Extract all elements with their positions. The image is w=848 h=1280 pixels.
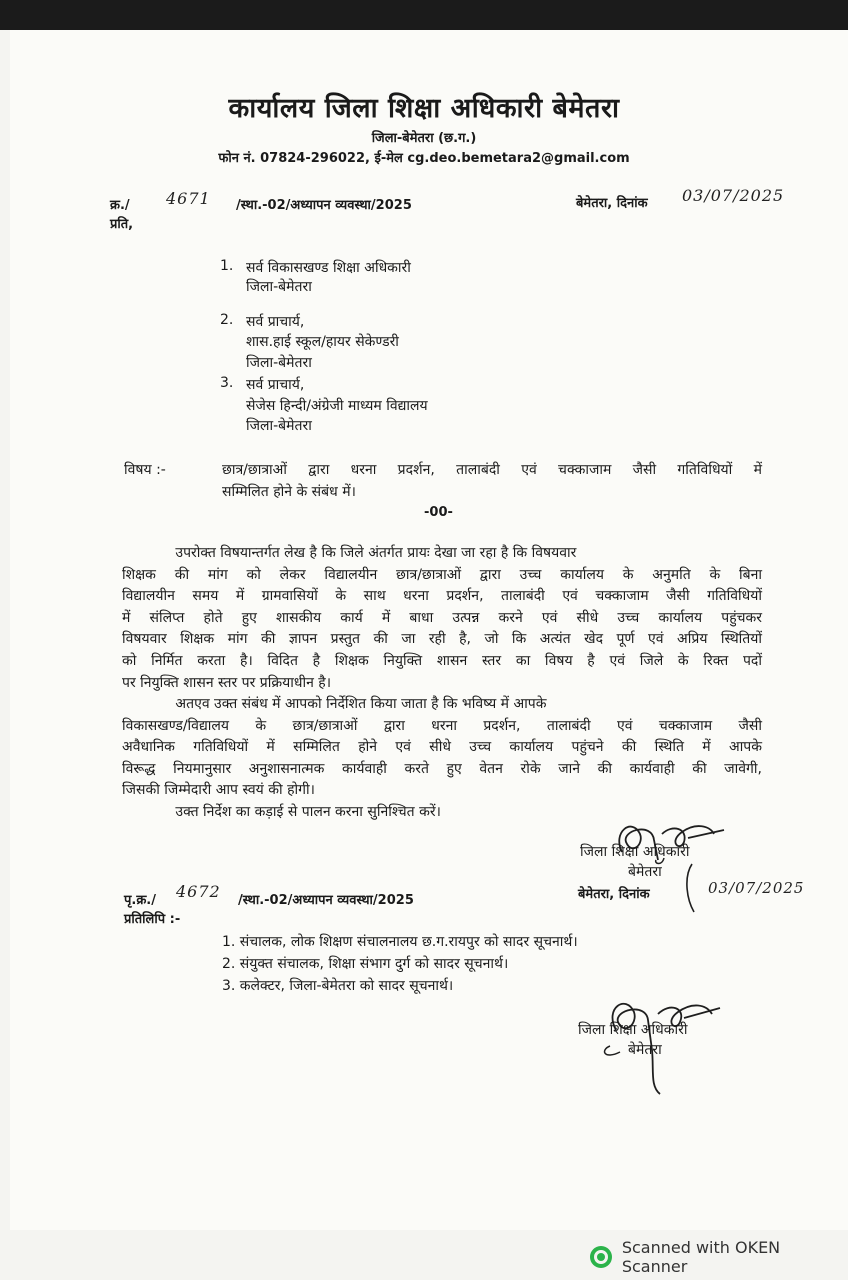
para1-line: को निर्मित करता है। विदित है शिक्षक नियुक्ति शासन स्तर का विषय है एवं जिले के रिक्त पदों: [122, 652, 762, 669]
recipient-3-num: 3.: [220, 375, 234, 391]
signature1-title: जिला शिक्षा अधिकारी: [580, 844, 690, 860]
recipient-1-line2: जिला-बेमेतरा: [246, 279, 312, 295]
subject-divider: -00-: [424, 505, 453, 520]
copy-number: 4672: [176, 882, 221, 901]
para1-line: विषयवार शिक्षक मांग की ज्ञापन प्रस्तुत की जा रही है, जो कि अत्यंत खेद पूर्ण एवं अप्रिय स्थितियों: [122, 631, 762, 648]
para2-line: विरूद्ध नियमानुसार अनुशासनात्मक कार्यवाही करते हुए वेतन रोके जाने की कार्यवाही की जावेगी,: [122, 760, 762, 777]
watermark-text: Scanned with OKEN Scanner: [621, 1238, 781, 1276]
top-dark-edge: [0, 0, 848, 30]
body-paragraph-1: [122, 543, 762, 694]
subject-label: विषय :-: [124, 462, 166, 478]
office-title: कार्यालय जिला शिक्षा अधिकारी बेमेतरा: [228, 93, 620, 124]
to-label: प्रति,: [110, 217, 134, 232]
copy-date-prefix: बेमेतरा, दिनांक: [578, 887, 650, 902]
para1-line: में संलिप्त होते हुए शासकीय कार्य में बाधा उत्पन्न करने एवं सीधे उच्च कार्यालय पहुंचकर: [122, 609, 762, 626]
para1-line: उपरोक्त विषयान्तर्गत लेख है कि जिले अंतर्गत प्रायः देखा जा रहा है कि विषयवार: [122, 545, 577, 561]
para1-line: शिक्षक की मांग को लेकर विद्यालयीन छात्र/छात्राओं द्वारा उच्च कार्यालय के अनुमति के बिना: [122, 566, 762, 583]
recipient-2-line3: जिला-बेमेतरा: [246, 355, 312, 371]
copy-item-3: 3. कलेक्टर, जिला-बेमेतरा को सादर सूचनार्थ।: [222, 978, 454, 994]
copy-item-2: 2. संयुक्त संचालक, शिक्षा संभाग दुर्ग को सादर सूचनार्थ।: [222, 956, 509, 972]
ref-date-prefix: बेमेतरा, दिनांक: [576, 196, 648, 211]
subject-line2: सम्मिलित होने के संबंध में।: [222, 484, 356, 500]
recipient-3-line1: सर्व प्राचार्य,: [246, 377, 305, 393]
signature2-title: जिला शिक्षा अधिकारी: [578, 1022, 688, 1038]
recipient-1-line1: सर्व विकासखण्ड शिक्षा अधिकारी: [246, 260, 411, 276]
signature1-place: बेमेतरा: [628, 864, 662, 880]
subject-line1: छात्र/छात्राओं द्वारा धरना प्रदर्शन, तालाबंदी एवं चक्काजाम जैसी गतिविधियों में: [222, 462, 762, 478]
copy-prefix: पृ.क्र./: [124, 893, 156, 908]
contact-line: फोन नं. 07824-296022, ई-मेल cg.deo.bemetara2@gmail.com: [218, 151, 630, 166]
recipient-1-num: 1.: [220, 258, 234, 274]
body-paragraph-2: [122, 694, 762, 802]
para2-line: विकासखण्ड/विद्यालय के छात्र/छात्राओं द्वारा धरना प्रदर्शन, तालाबंदी एवं चक्काजाम जैसी: [122, 717, 762, 734]
district-line: जिला-बेमेतरा (छ.ग.): [371, 131, 477, 146]
oken-scanner-icon: [590, 1246, 612, 1268]
copy-label: प्रतिलिपि :-: [124, 912, 181, 927]
para1-line: विद्यालयीन समय में ग्रामवासियों के साथ धरना प्रदर्शन, तालाबंदी एवं चक्काजाम जैसी गतिविधियों: [122, 588, 762, 605]
ref-number: 4671: [166, 189, 211, 208]
scanner-watermark: [590, 1238, 848, 1276]
recipient-3-line2: सेजेस हिन्दी/अंग्रेजी माध्यम विद्यालय: [246, 398, 428, 414]
para1-line: पर नियुक्ति शासन स्तर पर प्रक्रियाधीन है।: [122, 674, 332, 691]
body-paragraph-3: उक्त निर्देश का कड़ाई से पालन करना सुनिश्चित करें।: [122, 804, 441, 820]
signature-scribble-2: [580, 990, 750, 1100]
copy-suffix: /स्था.-02/अध्यापन व्यवस्था/2025: [238, 893, 414, 908]
recipient-2-line1: सर्व प्राचार्य,: [246, 314, 305, 330]
ref-prefix: क्र./: [110, 198, 130, 213]
ref-suffix: /स्था.-02/अध्यापन व्यवस्था/2025: [236, 198, 412, 213]
signature2-place: बेमेतरा: [628, 1042, 662, 1058]
recipient-2-num: 2.: [220, 312, 234, 328]
recipient-2-line2: शास.हाई स्कूल/हायर सेकेण्डरी: [246, 334, 399, 350]
copy-date: 03/07/2025: [708, 879, 805, 897]
copy-item-1: 1. संचालक, लोक शिक्षण संचालनालय छ.ग.रायपुर को सादर सूचनार्थ।: [222, 934, 578, 950]
para2-line: अवैधानिक गतिविधियों में सम्मिलित होने एवं सीधे उच्च कार्यालय पहुंचने की स्थिति में आपके: [122, 739, 762, 756]
para2-line: जिसकी जिम्मेदारी आप स्वयं की होगी।: [122, 782, 315, 799]
copy-date-bracket: [680, 862, 710, 914]
para2-line: अतएव उक्त संबंध में आपको निर्देशित किया जाता है कि भविष्य में आपके: [122, 696, 547, 712]
ref-date: 03/07/2025: [682, 186, 785, 205]
recipient-3-line3: जिला-बेमेतरा: [246, 418, 312, 434]
